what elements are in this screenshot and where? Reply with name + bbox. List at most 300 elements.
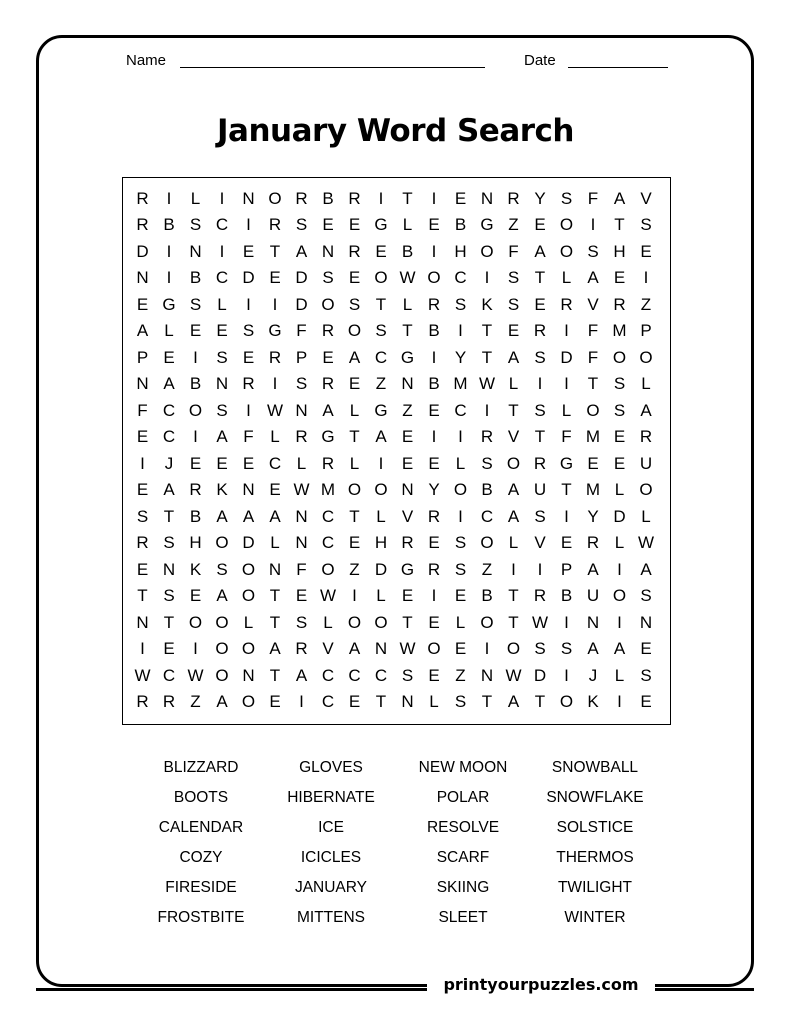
grid-cell[interactable]: L <box>243 612 254 632</box>
grid-cell[interactable]: R <box>401 533 414 552</box>
grid-cell[interactable]: M <box>585 427 601 446</box>
grid-cell[interactable]: S <box>348 294 361 314</box>
grid-cell[interactable]: L <box>217 294 227 314</box>
grid-cell[interactable]: A <box>348 347 361 367</box>
grid-cell[interactable]: S <box>560 639 573 658</box>
grid-cell[interactable]: L <box>296 453 307 473</box>
grid-cell[interactable]: C <box>321 533 335 552</box>
grid-cell[interactable]: I <box>166 241 172 261</box>
grid-cell[interactable]: I <box>537 374 543 393</box>
grid-cell[interactable]: N <box>295 506 308 526</box>
grid-cell[interactable]: S <box>613 374 626 393</box>
grid-cell[interactable]: C <box>480 506 494 526</box>
grid-cell[interactable]: C <box>348 665 361 685</box>
grid-cell[interactable]: N <box>242 188 255 208</box>
grid-cell[interactable]: S <box>507 268 520 287</box>
grid-cell[interactable]: R <box>427 506 441 526</box>
grid-cell[interactable]: T <box>534 692 546 711</box>
grid-cell[interactable]: A <box>587 639 599 658</box>
grid-cell[interactable]: O <box>480 612 494 632</box>
grid-cell[interactable]: A <box>507 480 520 499</box>
grid-cell[interactable]: L <box>190 188 201 208</box>
grid-cell[interactable]: A <box>295 665 308 685</box>
grid-cell[interactable]: J <box>588 665 598 685</box>
grid-cell[interactable]: F <box>587 347 599 367</box>
grid-cell[interactable]: E <box>242 347 255 367</box>
grid-cell[interactable]: U <box>586 586 600 605</box>
grid-cell[interactable]: F <box>137 400 148 420</box>
grid-cell[interactable]: E <box>136 480 149 499</box>
grid-cell[interactable]: N <box>268 559 282 579</box>
grid-cell[interactable]: E <box>136 294 149 314</box>
grid-cell[interactable]: D <box>136 241 149 261</box>
grid-cell[interactable]: L <box>614 533 625 552</box>
grid-cell[interactable]: O <box>427 268 441 287</box>
grid-cell[interactable]: H <box>189 533 202 552</box>
grid-cell[interactable]: K <box>216 480 228 499</box>
grid-cell[interactable]: T <box>349 427 360 446</box>
grid-cell[interactable]: R <box>295 639 308 658</box>
grid-cell[interactable]: I <box>219 188 225 208</box>
grid-cell[interactable]: I <box>378 453 384 473</box>
grid-cell[interactable]: L <box>349 400 360 420</box>
grid-cell[interactable]: I <box>431 188 437 208</box>
grid-cell[interactable]: S <box>295 612 308 632</box>
grid-cell[interactable]: E <box>454 188 467 208</box>
grid-cell[interactable]: E <box>613 453 626 473</box>
grid-cell[interactable]: V <box>401 506 414 526</box>
grid-cell[interactable]: E <box>269 692 281 711</box>
grid-cell[interactable]: A <box>507 506 520 526</box>
grid-cell[interactable]: R <box>268 347 282 367</box>
grid-cell[interactable]: Z <box>640 294 652 314</box>
grid-cell[interactable]: C <box>215 215 229 234</box>
grid-cell[interactable]: N <box>242 480 255 499</box>
grid-cell[interactable]: I <box>564 321 569 340</box>
grid-cell[interactable]: O <box>347 321 362 340</box>
grid-cell[interactable]: E <box>454 639 467 658</box>
grid-cell[interactable]: E <box>428 665 440 685</box>
grid-cell[interactable]: T <box>481 692 493 711</box>
grid-cell[interactable]: Y <box>428 480 440 499</box>
grid-cell[interactable]: E <box>375 241 387 261</box>
grid-cell[interactable]: A <box>348 639 361 658</box>
grid-cell[interactable]: A <box>163 374 175 393</box>
grid-cell[interactable]: C <box>374 347 388 367</box>
grid-cell[interactable]: L <box>641 506 651 526</box>
grid-cell[interactable]: O <box>347 480 362 499</box>
grid-cell[interactable]: N <box>242 665 255 685</box>
grid-cell[interactable]: M <box>612 321 627 340</box>
grid-cell[interactable]: W <box>637 533 655 552</box>
grid-cell[interactable]: V <box>640 188 652 208</box>
grid-cell[interactable]: S <box>401 665 414 685</box>
grid-cell[interactable]: R <box>136 215 149 234</box>
grid-cell[interactable]: F <box>587 188 599 208</box>
grid-cell[interactable]: L <box>455 453 466 473</box>
grid-cell[interactable]: T <box>614 215 625 234</box>
grid-cell[interactable]: S <box>189 215 202 234</box>
grid-cell[interactable]: T <box>349 506 360 526</box>
grid-cell[interactable]: I <box>511 559 516 579</box>
grid-cell[interactable]: G <box>268 321 282 340</box>
grid-cell[interactable]: E <box>163 347 175 367</box>
grid-cell[interactable]: O <box>612 347 627 367</box>
grid-cell[interactable]: O <box>241 586 256 605</box>
grid-cell[interactable]: A <box>587 268 599 287</box>
grid-cell[interactable]: N <box>639 612 653 632</box>
grid-cell[interactable]: O <box>559 241 574 261</box>
grid-cell[interactable]: E <box>295 586 308 605</box>
grid-cell[interactable]: D <box>560 347 573 367</box>
grid-cell[interactable]: E <box>428 400 440 420</box>
grid-cell[interactable]: O <box>268 188 282 208</box>
grid-cell[interactable]: R <box>613 294 626 314</box>
grid-cell[interactable]: B <box>189 268 202 287</box>
grid-cell[interactable]: O <box>586 400 600 420</box>
grid-cell[interactable]: S <box>640 665 652 685</box>
grid-cell[interactable]: S <box>375 321 387 340</box>
grid-cell[interactable]: E <box>534 294 546 314</box>
grid-cell[interactable]: E <box>242 453 255 473</box>
grid-cell[interactable]: R <box>560 294 573 314</box>
grid-cell[interactable]: E <box>401 427 414 446</box>
grid-cell[interactable]: I <box>617 559 622 579</box>
grid-cell[interactable]: E <box>507 321 520 340</box>
grid-cell[interactable]: T <box>163 506 175 526</box>
grid-cell[interactable]: S <box>534 400 546 420</box>
grid-cell[interactable]: S <box>163 586 175 605</box>
grid-cell[interactable]: D <box>533 665 547 685</box>
grid-cell[interactable]: R <box>295 427 308 446</box>
date-field-line[interactable] <box>568 67 668 68</box>
grid-cell[interactable]: S <box>136 506 149 526</box>
grid-cell[interactable]: B <box>454 215 467 234</box>
grid-cell[interactable]: D <box>242 533 255 552</box>
grid-cell[interactable]: H <box>374 533 388 552</box>
grid-cell[interactable]: L <box>429 692 439 711</box>
grid-cell[interactable]: E <box>269 268 281 287</box>
grid-cell[interactable]: W <box>266 400 284 420</box>
grid-cell[interactable]: F <box>587 321 599 340</box>
grid-cell[interactable]: E <box>269 480 281 499</box>
grid-cell[interactable]: I <box>564 506 569 526</box>
grid-cell[interactable]: C <box>374 665 388 685</box>
grid-cell[interactable]: B <box>428 321 440 340</box>
grid-cell[interactable]: S <box>454 294 467 314</box>
grid-cell[interactable]: U <box>533 480 547 499</box>
grid-cell[interactable]: O <box>639 347 653 367</box>
grid-cell[interactable]: O <box>188 612 203 632</box>
grid-cell[interactable]: C <box>162 427 176 446</box>
grid-cell[interactable]: G <box>374 400 388 420</box>
grid-cell[interactable]: A <box>507 692 520 711</box>
grid-cell[interactable]: R <box>348 188 361 208</box>
grid-cell[interactable]: V <box>507 427 520 446</box>
grid-cell[interactable]: E <box>454 586 467 605</box>
grid-cell[interactable]: E <box>428 453 440 473</box>
grid-cell[interactable]: E <box>560 533 573 552</box>
grid-cell[interactable]: L <box>270 533 280 552</box>
grid-cell[interactable]: P <box>136 347 149 367</box>
grid-cell[interactable]: E <box>348 533 361 552</box>
grid-cell[interactable]: S <box>534 347 546 367</box>
grid-cell[interactable]: Y <box>454 347 467 367</box>
grid-cell[interactable]: T <box>269 612 281 632</box>
grid-cell[interactable]: G <box>400 347 415 367</box>
grid-cell[interactable]: L <box>323 612 333 632</box>
grid-cell[interactable]: S <box>454 533 467 552</box>
grid-cell[interactable]: S <box>534 506 546 526</box>
grid-cell[interactable]: N <box>189 241 202 261</box>
grid-cell[interactable]: I <box>458 506 463 526</box>
grid-cell[interactable]: E <box>242 241 255 261</box>
grid-cell[interactable]: N <box>401 480 414 499</box>
grid-cell[interactable]: W <box>319 586 337 605</box>
grid-cell[interactable]: A <box>613 639 626 658</box>
grid-cell[interactable]: G <box>321 427 335 446</box>
grid-cell[interactable]: W <box>134 665 151 685</box>
grid-cell[interactable]: O <box>559 215 574 234</box>
grid-cell[interactable]: C <box>162 400 176 420</box>
grid-cell[interactable]: I <box>140 639 145 658</box>
grid-cell[interactable]: S <box>163 533 175 552</box>
grid-cell[interactable]: O <box>241 559 256 579</box>
grid-cell[interactable]: E <box>587 453 599 473</box>
grid-cell[interactable]: Y <box>534 188 546 208</box>
grid-cell[interactable]: E <box>401 453 414 473</box>
grid-cell[interactable]: I <box>193 347 198 367</box>
grid-cell[interactable]: L <box>614 480 625 499</box>
grid-cell[interactable]: O <box>215 533 229 552</box>
grid-cell[interactable]: T <box>375 692 387 711</box>
grid-cell[interactable]: R <box>242 374 255 393</box>
grid-cell[interactable]: R <box>348 241 361 261</box>
grid-cell[interactable]: Z <box>455 665 466 685</box>
grid-cell[interactable]: O <box>374 612 388 632</box>
grid-cell[interactable]: E <box>401 586 414 605</box>
grid-cell[interactable]: W <box>478 374 496 393</box>
grid-cell[interactable]: P <box>295 347 308 367</box>
grid-cell[interactable]: A <box>375 427 387 446</box>
grid-cell[interactable]: E <box>428 215 440 234</box>
grid-cell[interactable]: I <box>484 639 490 658</box>
grid-cell[interactable]: I <box>431 427 437 446</box>
grid-cell[interactable]: L <box>561 400 572 420</box>
grid-cell[interactable]: E <box>428 612 440 632</box>
grid-cell[interactable]: S <box>454 692 467 711</box>
grid-cell[interactable]: A <box>534 241 546 261</box>
grid-cell[interactable]: W <box>399 268 416 287</box>
grid-cell[interactable]: T <box>508 400 519 420</box>
grid-cell[interactable]: L <box>402 215 413 234</box>
grid-cell[interactable]: E <box>348 268 361 287</box>
grid-cell[interactable]: B <box>322 188 334 208</box>
grid-cell[interactable]: Y <box>587 506 599 526</box>
grid-cell[interactable]: S <box>454 559 467 579</box>
grid-cell[interactable]: T <box>269 665 281 685</box>
grid-cell[interactable]: I <box>193 427 198 446</box>
grid-cell[interactable]: L <box>376 506 386 526</box>
grid-cell[interactable]: N <box>480 665 494 685</box>
grid-cell[interactable]: T <box>269 586 281 605</box>
grid-cell[interactable]: R <box>321 374 335 393</box>
grid-cell[interactable]: N <box>295 533 308 552</box>
grid-cell[interactable]: Z <box>190 692 201 711</box>
grid-cell[interactable]: O <box>374 480 388 499</box>
grid-cell[interactable]: I <box>431 241 437 261</box>
grid-cell[interactable]: N <box>215 374 229 393</box>
grid-cell[interactable]: O <box>321 294 335 314</box>
grid-cell[interactable]: C <box>268 453 282 473</box>
grid-cell[interactable]: R <box>268 215 282 234</box>
grid-cell[interactable]: A <box>269 506 281 526</box>
grid-cell[interactable]: S <box>640 215 652 234</box>
grid-cell[interactable]: M <box>585 480 601 499</box>
grid-cell[interactable]: I <box>166 188 172 208</box>
grid-cell[interactable]: C <box>321 506 335 526</box>
grid-cell[interactable]: O <box>480 533 494 552</box>
grid-cell[interactable]: I <box>458 427 463 446</box>
grid-cell[interactable]: R <box>586 533 600 552</box>
grid-cell[interactable]: A <box>295 241 308 261</box>
grid-cell[interactable]: L <box>164 321 174 340</box>
grid-cell[interactable]: O <box>241 692 256 711</box>
grid-cell[interactable]: O <box>374 268 388 287</box>
grid-cell[interactable]: N <box>162 559 176 579</box>
grid-cell[interactable]: Z <box>375 374 387 393</box>
grid-cell[interactable]: T <box>561 480 572 499</box>
grid-cell[interactable]: E <box>428 533 440 552</box>
grid-cell[interactable]: T <box>375 294 387 314</box>
grid-cell[interactable]: P <box>640 321 652 340</box>
grid-cell[interactable]: A <box>640 400 652 420</box>
grid-cell[interactable]: T <box>163 612 175 632</box>
grid-cell[interactable]: A <box>216 506 228 526</box>
grid-cell[interactable]: Z <box>481 559 493 579</box>
grid-cell[interactable]: D <box>613 506 626 526</box>
grid-cell[interactable]: V <box>534 533 546 552</box>
grid-cell[interactable]: Z <box>349 559 360 579</box>
grid-cell[interactable]: T <box>508 612 519 632</box>
grid-cell[interactable]: A <box>242 506 255 526</box>
grid-cell[interactable]: K <box>189 559 202 579</box>
grid-cell[interactable]: N <box>136 612 149 632</box>
grid-cell[interactable]: A <box>269 639 281 658</box>
grid-cell[interactable]: N <box>295 400 308 420</box>
grid-cell[interactable]: T <box>481 347 493 367</box>
grid-cell[interactable]: E <box>189 586 202 605</box>
grid-cell[interactable]: B <box>481 480 493 499</box>
grid-cell[interactable]: R <box>427 559 441 579</box>
grid-cell[interactable]: O <box>427 639 441 658</box>
grid-cell[interactable]: I <box>272 294 278 314</box>
grid-cell[interactable]: H <box>454 241 467 261</box>
grid-cell[interactable]: E <box>189 453 202 473</box>
grid-cell[interactable]: S <box>481 453 493 473</box>
grid-cell[interactable]: B <box>481 586 493 605</box>
grid-cell[interactable]: L <box>270 427 280 446</box>
grid-cell[interactable]: B <box>428 374 440 393</box>
grid-cell[interactable]: Z <box>508 215 519 234</box>
grid-cell[interactable]: D <box>374 559 388 579</box>
grid-cell[interactable]: G <box>480 215 494 234</box>
name-field-line[interactable] <box>180 67 485 68</box>
grid-cell[interactable]: T <box>508 586 519 605</box>
grid-cell[interactable]: T <box>481 321 493 340</box>
grid-cell[interactable]: T <box>402 321 413 340</box>
grid-cell[interactable]: E <box>348 692 361 711</box>
grid-cell[interactable]: N <box>321 241 335 261</box>
grid-cell[interactable]: S <box>242 321 255 340</box>
grid-cell[interactable]: S <box>587 241 599 261</box>
grid-cell[interactable]: N <box>136 268 149 287</box>
grid-cell[interactable]: L <box>561 268 572 287</box>
grid-cell[interactable]: S <box>189 294 202 314</box>
grid-cell[interactable]: R <box>136 692 149 711</box>
grid-cell[interactable]: I <box>431 347 437 367</box>
grid-cell[interactable]: A <box>163 480 175 499</box>
grid-cell[interactable]: N <box>401 692 414 711</box>
grid-cell[interactable]: G <box>400 559 415 579</box>
grid-cell[interactable]: I <box>246 294 251 314</box>
grid-cell[interactable]: E <box>640 692 652 711</box>
grid-cell[interactable]: C <box>454 268 467 287</box>
grid-cell[interactable]: L <box>641 374 651 393</box>
grid-cell[interactable]: A <box>136 321 149 340</box>
grid-cell[interactable]: T <box>402 188 413 208</box>
grid-cell[interactable]: W <box>187 665 204 685</box>
grid-cell[interactable]: I <box>617 692 622 711</box>
grid-cell[interactable]: O <box>506 639 521 658</box>
grid-cell[interactable]: G <box>374 215 388 234</box>
grid-cell[interactable]: S <box>216 400 228 420</box>
grid-cell[interactable]: U <box>639 453 653 473</box>
grid-cell[interactable]: R <box>507 188 520 208</box>
grid-cell[interactable]: I <box>272 374 278 393</box>
grid-cell[interactable]: I <box>484 400 490 420</box>
grid-cell[interactable]: E <box>136 559 149 579</box>
grid-cell[interactable]: L <box>376 586 386 605</box>
grid-cell[interactable]: O <box>215 639 229 658</box>
grid-cell[interactable]: O <box>241 639 256 658</box>
grid-cell[interactable]: I <box>431 586 437 605</box>
grid-cell[interactable]: I <box>458 321 463 340</box>
grid-cell[interactable]: E <box>640 639 652 658</box>
grid-cell[interactable]: R <box>321 321 335 340</box>
grid-cell[interactable]: A <box>216 692 228 711</box>
grid-cell[interactable]: O <box>453 480 468 499</box>
grid-cell[interactable]: I <box>617 612 622 632</box>
grid-cell[interactable]: D <box>295 294 308 314</box>
grid-cell[interactable]: O <box>321 559 335 579</box>
grid-cell[interactable]: L <box>455 612 466 632</box>
grid-cell[interactable]: R <box>136 188 149 208</box>
grid-cell[interactable]: G <box>559 453 574 473</box>
grid-cell[interactable]: R <box>295 188 308 208</box>
grid-cell[interactable]: F <box>296 559 307 579</box>
grid-cell[interactable]: N <box>480 188 494 208</box>
grid-cell[interactable]: B <box>560 586 573 605</box>
grid-cell[interactable]: S <box>507 294 520 314</box>
grid-cell[interactable]: V <box>587 294 599 314</box>
grid-cell[interactable]: H <box>613 241 626 261</box>
grid-cell[interactable]: I <box>378 188 384 208</box>
grid-cell[interactable]: C <box>162 665 176 685</box>
grid-cell[interactable]: P <box>560 559 573 579</box>
grid-cell[interactable]: B <box>163 215 175 234</box>
grid-cell[interactable]: E <box>534 215 546 234</box>
